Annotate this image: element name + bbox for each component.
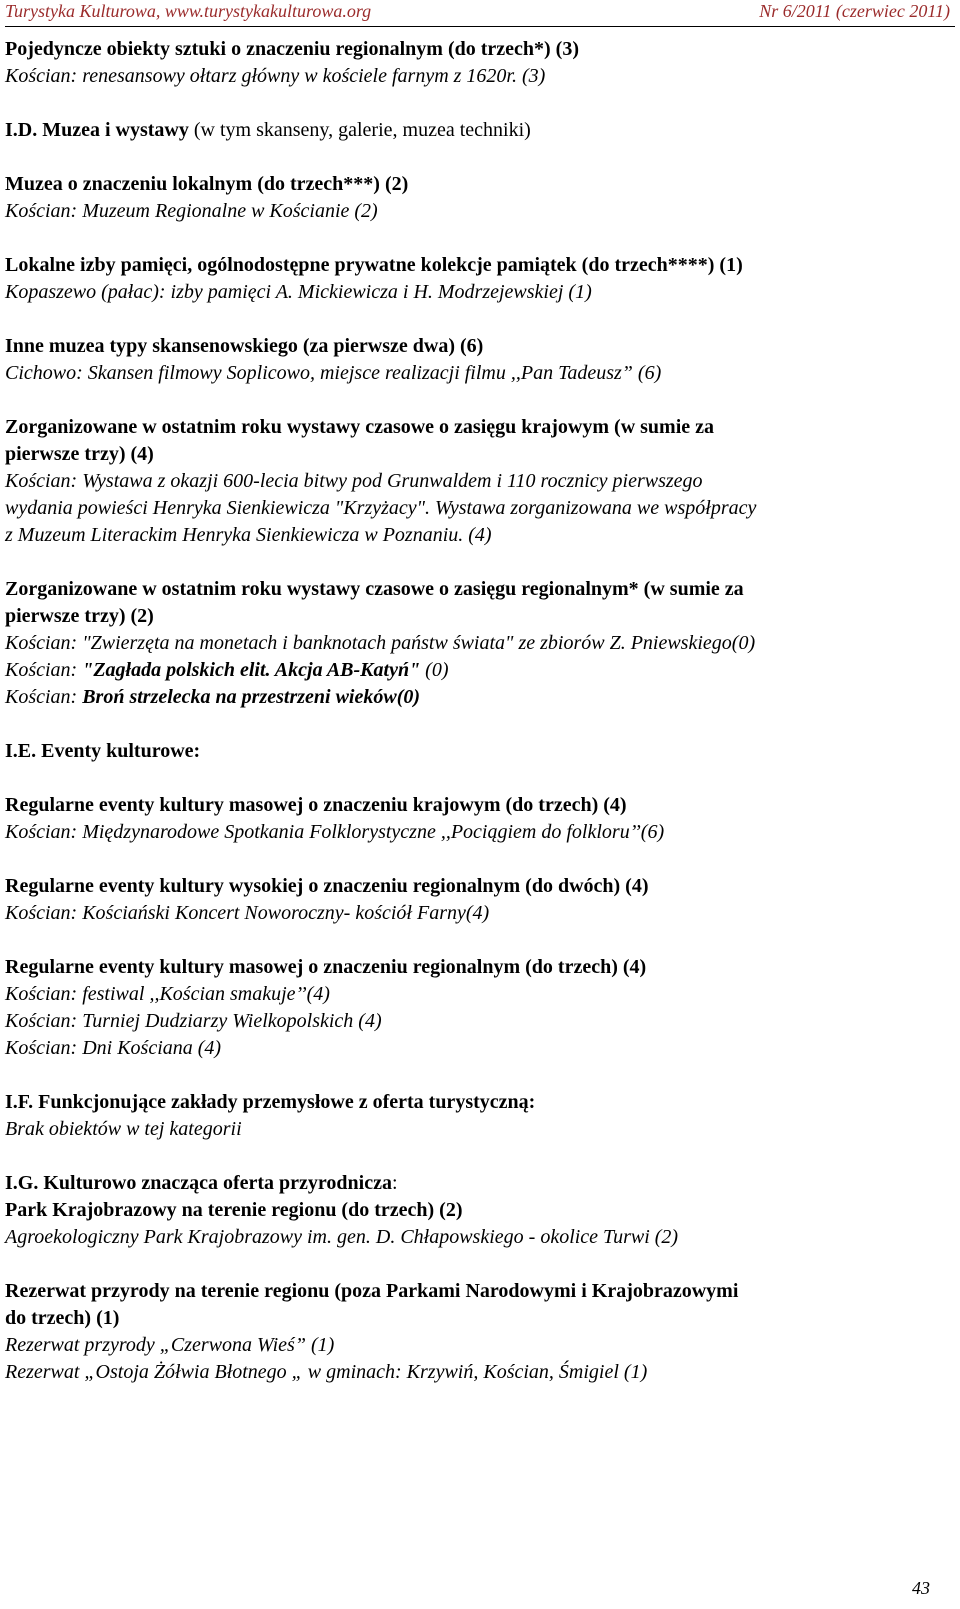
entry-prefix: Kościan: (5, 659, 83, 681)
entry-line: Kościan: Muzeum Regionalne w Kościanie (2) (5, 200, 378, 222)
section-heading: Park Krajobrazowy na terenie regionu (do trzech) (2) (5, 1199, 463, 1221)
spacer (5, 1143, 950, 1170)
category-heading: I.F. Funkcjonujące zakłady przemysłowe z oferta turystyczną: (5, 1091, 536, 1113)
document-body (5, 36, 950, 1386)
spacer (5, 1062, 950, 1089)
entry-line (5, 657, 950, 684)
section-heading-cont: do trzech) (1) (5, 1307, 120, 1329)
page-number: 43 (912, 1578, 930, 1598)
header-right: Nr 6/2011 (czerwiec 2011) (759, 1, 950, 21)
entry-line: Kościan: Wystawa z okazji 600-lecia bitwy pod Grunwaldem i 110 rocznicy pierwszego (5, 470, 703, 492)
entry-line: Kościan: Kościański Koncert Noworoczny- kościół Farny(4) (5, 902, 490, 924)
section-heading: Regularne eventy kultury wysokiej o znaczeniu regionalnym (do dwóch) (4) (5, 875, 649, 897)
entry-line: z Muzeum Literackim Henryka Sienkiewicza w Poznaniu. (4) (5, 524, 492, 546)
entry-title: Broń strzelecka na przestrzeni wieków(0) (82, 686, 421, 708)
category-title: Muzea i wystawy (37, 119, 189, 141)
spacer (5, 765, 950, 792)
section-heading: Muzea o znaczeniu lokalnym (do trzech***) (2) (5, 173, 409, 195)
section-heading: Zorganizowane w ostatnim roku wystawy czasowe o zasięgu krajowym (w sumie za (5, 416, 715, 438)
entry-line: Kościan: "Zwierzęta na monetach i banknotach państw świata" ze zbiorów Z. Pniewskiego(0) (5, 632, 756, 654)
section-heading: Inne muzea typy skansenowskiego (za pierwsze dwa) (6) (5, 335, 484, 357)
spacer (5, 144, 950, 171)
section-heading: Pojedyncze obiekty sztuki o znaczeniu regionalnym (do trzech*) (3) (5, 38, 579, 60)
category-colon: : (391, 1172, 398, 1194)
section-heading: Zorganizowane w ostatnim roku wystawy czasowe o zasięgu regionalnym* (w sumie za (5, 578, 744, 600)
entry-prefix: Kościan: (5, 686, 83, 708)
spacer (5, 549, 950, 576)
section-heading: Regularne eventy kultury masowej o znaczeniu regionalnym (do trzech) (4) (5, 956, 647, 978)
header-left: Turystyka Kulturowa, www.turystykakulturowa.org (5, 1, 372, 21)
category-heading (5, 117, 950, 144)
spacer (5, 927, 950, 954)
entry-line: Kościan: Dni Kościana (4) (5, 1037, 222, 1059)
entry-title: "Zagłada polskich elit. Akcja AB-Katyń" (82, 659, 421, 681)
running-header (5, 0, 955, 27)
spacer (5, 225, 950, 252)
entry-line: Kościan: Międzynarodowe Spotkania Folklorystyczne ,,Pociągiem do folkloru’’(6) (5, 821, 665, 843)
entry-line: Kopaszewo (pałac): izby pamięci A. Mickiewicza i H. Modrzejewskiej (1) (5, 281, 592, 303)
entry-line (5, 684, 950, 711)
entry-line: wydania powieści Henryka Sienkiewicza "Krzyżacy". Wystawa zorganizowana we współpracy (5, 497, 757, 519)
spacer (5, 387, 950, 414)
section-heading: Regularne eventy kultury masowej o znaczeniu krajowym (do trzech) (4) (5, 794, 627, 816)
entry-line: Agroekologiczny Park Krajobrazowy im. gen. D. Chłapowskiego - okolice Turwi (2) (5, 1226, 679, 1248)
entry-line: Kościan: renesansowy ołtarz główny w kościele farnym z 1620r. (3) (5, 65, 546, 87)
category-title: I.G. Kulturowo znacząca oferta przyrodnicza (5, 1172, 392, 1194)
category-heading (5, 1170, 950, 1197)
spacer (5, 711, 950, 738)
section-heading: Lokalne izby pamięci, ogólnodostępne prywatne kolekcje pamiątek (do trzech****) (1) (5, 254, 743, 276)
section-heading: Rezerwat przyrody na terenie regionu (poza Parkami Narodowymi i Krajobrazowymi (5, 1280, 739, 1302)
entry-line: Cichowo: Skansen filmowy Soplicowo, miejsce realizacji filmu ,,Pan Tadeusz” (6) (5, 362, 662, 384)
spacer (5, 90, 950, 117)
entry-line: Rezerwat „Ostoja Żółwia Błotnego „ w gminach: Krzywiń, Kościan, Śmigiel (1) (5, 1361, 648, 1383)
spacer (5, 306, 950, 333)
entry-line: Kościan: Turniej Dudziarzy Wielkopolskich (4) (5, 1010, 382, 1032)
category-code: I.D. (5, 119, 38, 141)
entry-line: Kościan: festiwal ,,Kościan smakuje’’(4) (5, 983, 330, 1005)
entry-suffix: (0) (420, 659, 449, 681)
category-subtitle: (w tym skanseny, galerie, muzea techniki) (188, 119, 531, 141)
spacer (5, 846, 950, 873)
spacer (5, 1251, 950, 1278)
entry-line: Rezerwat przyrody „Czerwona Wieś” (1) (5, 1334, 335, 1356)
section-heading-cont: pierwsze trzy) (4) (5, 443, 154, 465)
section-heading-cont: pierwsze trzy) (2) (5, 605, 154, 627)
category-heading: I.E. Eventy kulturowe: (5, 740, 201, 762)
entry-line: Brak obiektów w tej kategorii (5, 1118, 242, 1140)
